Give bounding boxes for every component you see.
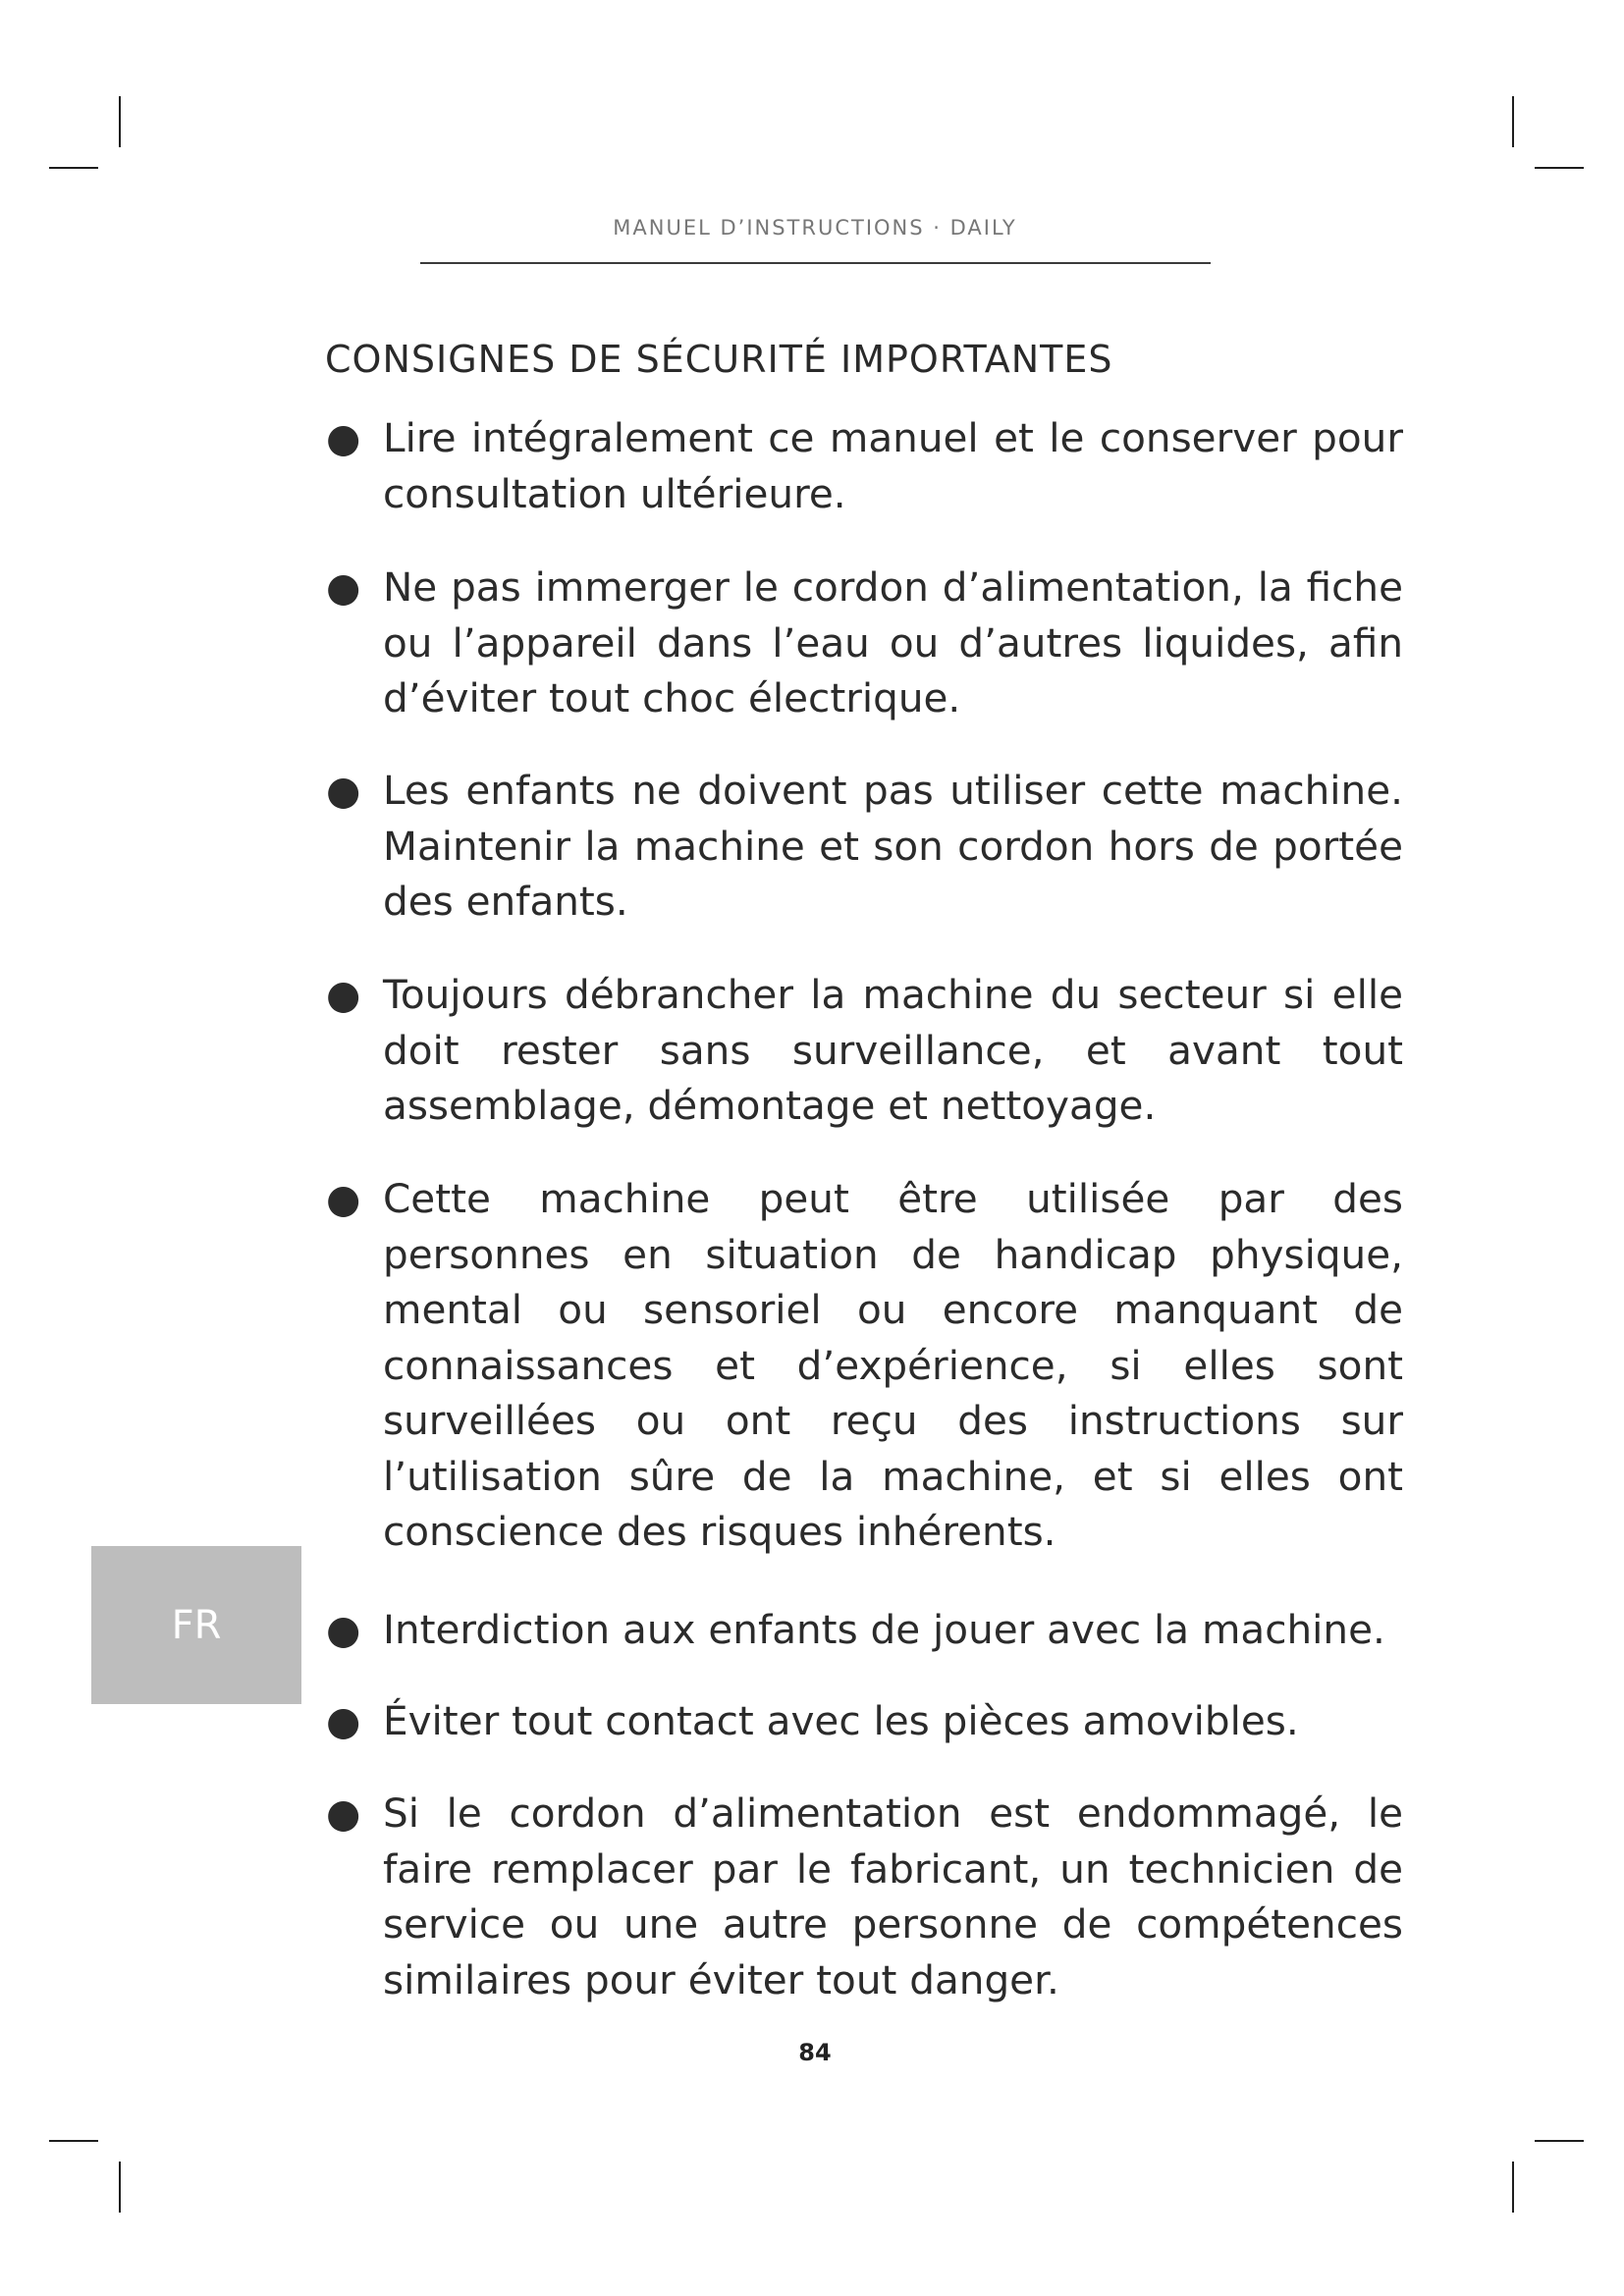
safety-item [326, 410, 1403, 521]
page-number: 84 [798, 2039, 832, 2066]
bullet-icon: ● [326, 1697, 361, 1744]
safety-item [326, 967, 1403, 1134]
crop-mark-top-left-vertical [119, 96, 121, 147]
bullet-icon: ● [326, 1606, 361, 1653]
safety-item-text: Cette machine peut être utilisée par des personnes en situation de handicap physique, mental ou sensoriel ou encore manquant de connaissances et d’expérience, si elles sont surveillées ou ont reçu des instructions sur l’utilisation sûre de la machine, et si elles ont conscience des risques inhérents. [383, 1175, 1403, 1555]
bullet-icon: ● [326, 1789, 361, 1837]
crop-mark-bottom-right-horizontal [1535, 2140, 1584, 2142]
safety-item-text: Ne pas immerger le cordon d’alimentation, la fiche ou l’appareil dans l’eau ou d’autres liquides, afin d’éviter tout choc électrique. [383, 563, 1403, 721]
crop-mark-bottom-right-vertical [1512, 2162, 1514, 2213]
safety-item [326, 1602, 1403, 1658]
bullet-icon: ● [326, 767, 361, 814]
safety-item [326, 1171, 1403, 1560]
safety-item [326, 763, 1403, 930]
bullet-icon: ● [326, 971, 361, 1018]
crop-mark-bottom-left-horizontal [49, 2140, 98, 2142]
header-divider [420, 262, 1211, 264]
language-tab [91, 1546, 301, 1704]
safety-item-text: Les enfants ne doivent pas utiliser cette machine. Maintenir la machine et son cordon hors de portée des enfants. [383, 767, 1403, 925]
safety-item-text: Éviter tout contact avec les pièces amovibles. [383, 1697, 1299, 1744]
safety-item-text: Lire intégralement ce manuel et le conserver pour consultation ultérieure. [383, 414, 1403, 517]
bullet-icon: ● [326, 414, 361, 461]
safety-item-text: Si le cordon d’alimentation est endommagé, le faire remplacer par le fabricant, un technicien de service ou une autre personne de compétences similaires pour éviter tout danger. [383, 1789, 1403, 2003]
crop-mark-top-left-horizontal [49, 167, 98, 169]
section-title: CONSIGNES DE SÉCURITÉ IMPORTANTES [325, 338, 1113, 381]
bullet-icon: ● [326, 1175, 361, 1222]
safety-item [326, 1786, 1403, 2007]
crop-mark-top-right-horizontal [1535, 167, 1584, 169]
crop-mark-top-right-vertical [1512, 96, 1514, 147]
safety-item [326, 1693, 1403, 1749]
safety-item-text: Interdiction aux enfants de jouer avec la machine. [383, 1606, 1385, 1653]
safety-item [326, 560, 1403, 726]
language-tab-label: FR [171, 1602, 222, 1648]
bullet-icon: ● [326, 563, 361, 611]
crop-mark-bottom-left-vertical [119, 2162, 121, 2213]
running-header: MANUEL D’INSTRUCTIONS · DAILY [613, 216, 1017, 240]
safety-item-text: Toujours débrancher la machine du secteur si elle doit rester sans surveillance, et avant tout assemblage, démontage et nettoyage. [383, 971, 1403, 1129]
